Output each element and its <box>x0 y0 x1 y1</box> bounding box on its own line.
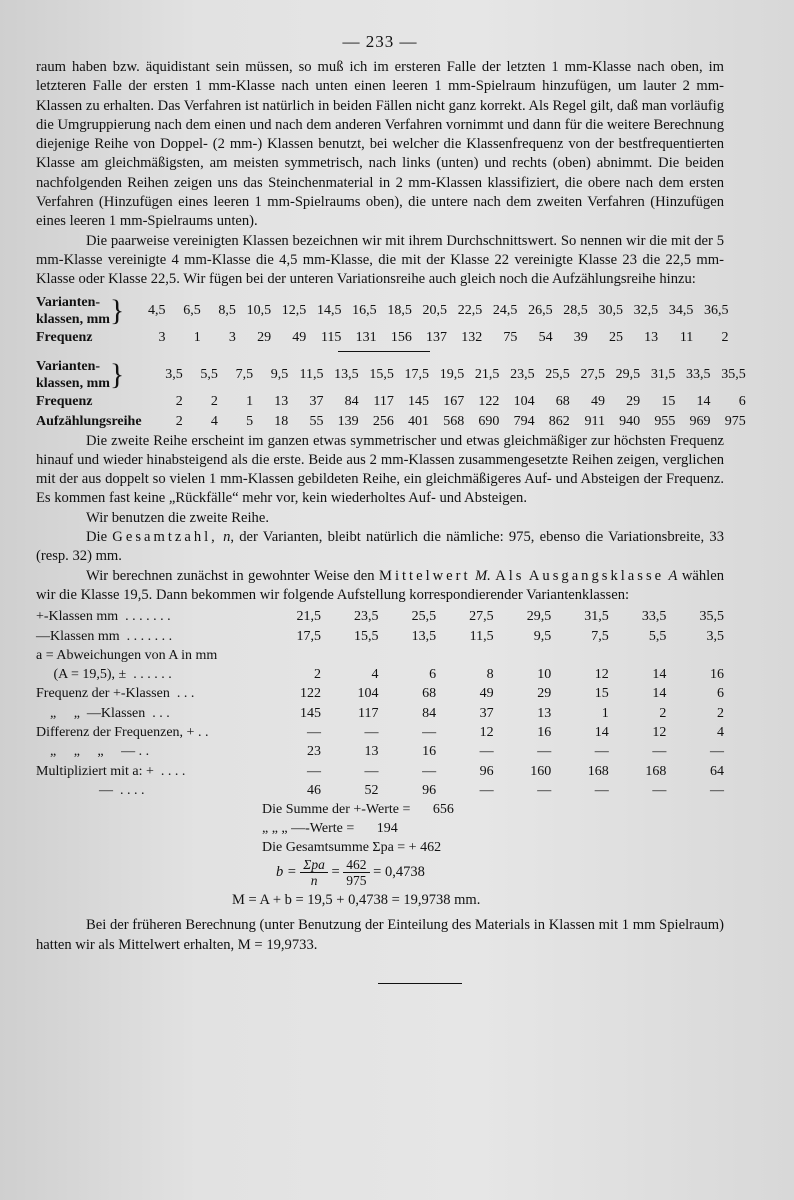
class-row-value: — <box>710 744 724 760</box>
series_lower_aufz-11: 862 <box>548 413 570 429</box>
class-row-value: 96 <box>479 763 494 779</box>
class-row-value <box>379 646 437 665</box>
class-row-label: —Klassen mm . . . . . . . <box>36 628 173 644</box>
class-row-label: Multipliziert mit a: + . . . . <box>36 763 186 779</box>
upper-classes-row <box>36 294 732 328</box>
series_upper_freq-15: 11 <box>679 329 694 345</box>
series_upper_classes-10: 24,5 <box>492 302 518 318</box>
class-row-value: 117 <box>358 705 379 721</box>
formula-b: b = $\frac{\text{Σpa}}{n}$ = $\frac{462}{975}$ = 0,4738 <box>276 857 425 889</box>
series_lower_aufz-8: 568 <box>443 413 465 429</box>
series_lower_aufz-12: 911 <box>584 413 605 429</box>
class-row-value: 160 <box>530 763 552 779</box>
class-row-value: — <box>422 725 437 741</box>
class-row <box>36 684 724 703</box>
sum-block <box>232 800 724 912</box>
class-row <box>36 781 724 800</box>
series_lower_aufz-7: 401 <box>408 413 430 429</box>
series_lower_classes-15: 33,5 <box>686 366 711 382</box>
class-row-label: a = Abweichungen von A in mm <box>36 647 218 663</box>
series_upper_freq-4: 49 <box>292 329 307 345</box>
upper-classes-label: Varianten- klassen, mm} <box>36 293 125 327</box>
series_upper_freq-8: 137 <box>426 329 447 345</box>
class-row <box>36 762 724 781</box>
series_upper_classes-8: 20,5 <box>422 302 447 318</box>
series_lower_classes-5: 13,5 <box>334 366 359 382</box>
class-row-value: 10 <box>537 667 552 683</box>
series_lower_aufz-9: 690 <box>478 413 500 429</box>
class-row-value: 168 <box>587 763 609 779</box>
series_upper_classes-2: 8,5 <box>218 302 236 318</box>
series_upper_freq-0: 3 <box>158 329 166 345</box>
class-row-value: 13 <box>537 705 552 721</box>
series_upper_classes-16: 36,5 <box>704 302 729 318</box>
paragraph-2: Die paarweise vereinigten Klassen bezeichnen wir mit ihrem Durchschnittswert. So nennen wir die mit der 5 mm-Klasse vereinigte 4 mm-Klasse die 4,5 mm-Klasse, die mit der Klasse 22 vereinigte Klasse 23 die 22,5 mm-Klasse oder Klasse 22,5. Wir fügen bei der unteren Variationsreihe auch gleich noch die Aufzählungsreihe hinzu: <box>36 232 724 288</box>
page-number: — 233 — <box>342 32 418 51</box>
series_lower_aufz-0: 2 <box>175 413 183 429</box>
class-row-value: 15 <box>594 686 609 702</box>
class-row-value: 13,5 <box>411 628 437 644</box>
upper-classes-values <box>127 294 731 328</box>
series_upper_freq-16: 2 <box>721 329 729 345</box>
series_lower_classes-11: 25,5 <box>545 366 570 382</box>
series_lower_freq-14: 15 <box>661 393 676 409</box>
class-row-value: 68 <box>422 686 437 702</box>
class-row <box>36 646 724 665</box>
class-row-label: „ „ „ — . . <box>36 744 150 760</box>
series_upper_classes-12: 28,5 <box>563 302 588 318</box>
series_lower_aufz-15: 969 <box>689 413 711 429</box>
series_upper_freq-1: 1 <box>193 329 201 345</box>
lower-classes-row <box>36 358 749 392</box>
series_lower_freq-13: 29 <box>626 393 641 409</box>
class-row-value: 37 <box>479 705 494 721</box>
class-row-value: 6 <box>429 667 437 683</box>
series_lower_freq-2: 1 <box>246 393 254 409</box>
series_upper_classes-5: 14,5 <box>316 302 342 318</box>
class-row-label: — . . . . <box>36 782 145 798</box>
class-row-value: 12 <box>479 725 494 741</box>
series_upper_classes-11: 26,5 <box>528 302 553 318</box>
series_lower_classes-2: 7,5 <box>235 366 254 382</box>
series_upper_freq-13: 25 <box>608 329 623 345</box>
class-row-value: — <box>479 782 494 798</box>
paragraph-7: Bei der früheren Berechnung (unter Benutzung der Einteilung des Materials in Klassen mit 1 mm Spielraum) hatten wir als Mittelwert erhalten, M = 19,9733. <box>36 917 724 953</box>
class-row-value: — <box>594 744 609 760</box>
class-row-value: 25,5 <box>411 609 437 625</box>
series_upper_classes-15: 34,5 <box>668 302 694 318</box>
series_lower_aufz-1: 4 <box>210 413 218 429</box>
variation-table-upper <box>36 294 732 348</box>
class-row-value <box>321 646 379 665</box>
class-row <box>36 607 724 626</box>
class-row-value: 21,5 <box>296 609 321 625</box>
series_lower_freq-15: 14 <box>696 393 711 409</box>
class-table <box>36 607 724 800</box>
class-row-value: 168 <box>645 763 667 779</box>
series_upper_classes-0: 4,5 <box>148 302 166 318</box>
series_lower_freq-10: 104 <box>513 393 535 409</box>
class-row-value: 2 <box>313 667 321 683</box>
series_lower_freq-11: 68 <box>555 393 570 409</box>
table-divider <box>338 351 430 352</box>
series_upper_freq-9: 132 <box>461 329 483 345</box>
class-row-value: 145 <box>299 705 321 721</box>
series_lower_classes-3: 9,5 <box>270 366 289 382</box>
class-row-value: 12 <box>652 725 667 741</box>
class-row-value: 84 <box>422 705 437 721</box>
series_lower_freq-3: 13 <box>274 393 289 409</box>
class-row-value <box>494 646 552 665</box>
class-row-value: 13 <box>364 744 379 760</box>
class-row-value: 23 <box>306 744 321 760</box>
class-row-value: — <box>364 725 379 741</box>
series_lower_aufz-10: 794 <box>513 413 535 429</box>
series_upper_classes-3: 10,5 <box>246 302 272 318</box>
class-row-value: — <box>652 782 667 798</box>
lower-freq-label: Frequenz <box>36 393 93 409</box>
class-row-value: 46 <box>306 782 321 798</box>
class-row-label: Differenz der Frequenzen, + . . <box>36 725 209 741</box>
lower-freq-row <box>36 392 749 412</box>
class-row-value: — <box>537 744 552 760</box>
class-row-value: 16 <box>422 744 437 760</box>
class-row-value: 16 <box>710 667 724 683</box>
series_lower_aufz-6: 256 <box>372 413 394 429</box>
class-row-value: — <box>710 782 724 798</box>
upper-freq-label: Frequenz <box>36 329 93 345</box>
class-row-value: 14 <box>652 667 667 683</box>
series_upper_freq-10: 75 <box>503 329 518 345</box>
class-row-value: 49 <box>479 686 494 702</box>
lower-classes-label: Varianten- klassen, mm} <box>36 357 125 391</box>
class-row-value: 5,5 <box>648 628 667 644</box>
class-row-value: 2 <box>717 705 724 721</box>
class-row-value <box>666 646 724 665</box>
class-row-value: 33,5 <box>641 609 667 625</box>
class-row-value: 1 <box>601 705 609 721</box>
sum-minus: „ „ „ —-Werte = 194 <box>262 821 398 837</box>
class-row <box>36 704 724 723</box>
series_upper_freq-3: 29 <box>257 329 272 345</box>
series_lower_classes-10: 23,5 <box>510 366 535 382</box>
class-row-value: 11,5 <box>469 628 494 644</box>
series_lower_classes-0: 3,5 <box>165 366 183 382</box>
series_upper_classes-13: 30,5 <box>598 302 623 318</box>
class-row-value: 96 <box>422 782 437 798</box>
class-row-value: 27,5 <box>469 609 494 625</box>
series_upper_classes-1: 6,5 <box>183 302 201 318</box>
lower-aufz-label: Aufzählungsreihe <box>36 413 142 429</box>
class-row-label: (A = 19,5), ± . . . . . . <box>36 667 172 683</box>
class-row-label: +-Klassen mm . . . . . . . <box>36 609 171 625</box>
class-row-value: 35,5 <box>699 609 724 625</box>
paragraph-1: raum haben bzw. äquidistant sein müssen, so muß ich im ersteren Falle der letzten 1 mm-Klasse nach oben, im letzteren Falle der ersten 1 mm-Klasse nach unten einen leeren 1 mm-Spielraum hinzufügen, um lauter 2 mm-Klassen zu erhalten. Das Verfahren ist natürlich in beiden Fällen nicht ganz korrekt. Als Regel gilt, daß man vorläufig die Umgruppierung nach dem einen und nach dem anderen Verfahren vornimmt und dann für die weitere Berechnung diejenige Reihe von Doppel- (2 mm-) Klassen benutzt, bei welcher die Klassenfrequenz von der bestfrequentierten Klasse am gleichmäßigsten, am meisten symmetrisch, nach links (unten) und rechts (oben) abnimmt. Die beiden nachfolgenden Reihen zeigen uns das Steinchenmaterial in 2 mm-Klassen klassifiziert, die obere nach dem ersten Verfahren (Hinzufügen eines leeren 1 mm-Spielraums oben), die untere nach dem zweiten Verfahren (Hinzufügen eines leeren 1 mm-Spielraums unten). <box>36 59 724 230</box>
class-row-label: „ „ —Klassen . . . <box>36 705 170 721</box>
series_lower_aufz-4: 55 <box>309 413 324 429</box>
series_upper_freq-7: 156 <box>390 329 412 345</box>
class-row <box>36 665 724 684</box>
series_lower_classes-9: 21,5 <box>474 366 500 382</box>
series_upper_classes-7: 18,5 <box>387 302 412 318</box>
series_lower_aufz-16: 975 <box>724 413 746 429</box>
class-row-value: 6 <box>717 686 724 702</box>
series_lower_aufz-13: 940 <box>619 413 641 429</box>
series_lower_freq-8: 167 <box>443 393 465 409</box>
series_lower_aufz-2: 5 <box>246 413 254 429</box>
class-row-value: 4 <box>371 667 379 683</box>
sum-total: Die Gesamtsumme Σpa = + 462 <box>262 840 442 856</box>
series_lower_classes-13: 29,5 <box>615 366 641 382</box>
class-row-value: — <box>306 725 321 741</box>
series_lower_freq-9: 122 <box>478 393 500 409</box>
class-row-value <box>609 646 667 665</box>
series_lower_classes-7: 17,5 <box>404 366 430 382</box>
class-row-value: 3,5 <box>706 628 724 644</box>
paragraph-6: Wir berechnen zunächst in gewohnter Weise den Mittelwert M. Als Ausgangsklasse A wählen wir die Klasse 19,5. Dann bekommen wir folgende Aufstellung korrespondierender Variantenklassen: <box>36 567 725 603</box>
class-row-value: 64 <box>710 763 724 779</box>
class-row-value: — <box>537 782 552 798</box>
class-row-label: Frequenz der +-Klassen . . . <box>36 686 195 702</box>
series_lower_freq-5: 84 <box>344 393 359 409</box>
upper-freq-row <box>36 328 732 348</box>
series_upper_freq-11: 54 <box>538 329 553 345</box>
series_lower_aufz-14: 955 <box>654 413 676 429</box>
series_upper_freq-5: 115 <box>320 329 342 345</box>
series_lower_classes-14: 31,5 <box>650 366 676 382</box>
class-row-value: 4 <box>717 725 724 741</box>
class-row-value: — <box>652 744 667 760</box>
class-row-value: 29,5 <box>526 609 552 625</box>
series_upper_freq-12: 39 <box>573 329 588 345</box>
class-row-value: 122 <box>299 686 321 702</box>
class-row-value: — <box>594 782 609 798</box>
series_upper_freq-14: 13 <box>644 329 659 345</box>
series_lower_classes-6: 15,5 <box>369 366 394 382</box>
class-row-value <box>436 646 494 665</box>
lower-aufz-row <box>36 412 749 432</box>
paragraph-3: Die zweite Reihe erscheint im ganzen etwas symmetrischer und etwas gleichmäßiger zur höchsten Frequenz hinauf und wieder hinabsteigend als die erste. Beide aus 2 mm-Klassen zusammengesetzte Reihen zeigen, verglichen mit der aus doppelt so vielen 1 mm-Klassen gebildeten Reihe, ein gleichmäßigeres Auf- und Absteigen der Frequenz. Es kommen fast keine „Rückfälle“ mehr vor, kein wiederholtes Auf- und Absteigen. <box>36 432 724 507</box>
series_lower_freq-12: 49 <box>590 393 605 409</box>
class-row-value: 31,5 <box>584 609 609 625</box>
lower-classes-values <box>145 358 749 392</box>
paragraph-5: Die Gesamtzahl, n, der Varianten, bleibt natürlich die nämliche: 975, ebenso die Variationsbreite, 33 (resp. 32) mm. <box>36 529 724 565</box>
series_upper_freq-6: 131 <box>355 329 377 345</box>
class-row <box>36 723 724 742</box>
series_lower_classes-4: 11,5 <box>299 366 324 382</box>
class-row-value: 52 <box>364 782 379 798</box>
variation-table-lower <box>36 358 749 432</box>
class-row-value: 29 <box>537 686 552 702</box>
series_upper_classes-4: 12,5 <box>281 302 307 318</box>
series_lower_classes-1: 5,5 <box>200 366 218 382</box>
class-row-value <box>263 646 321 665</box>
series_lower_classes-16: 35,5 <box>721 366 746 382</box>
class-row-value: 12 <box>594 667 609 683</box>
class-row-value: 23,5 <box>354 609 379 625</box>
series_upper_freq-2: 3 <box>228 329 236 345</box>
series_lower_freq-6: 117 <box>373 393 394 409</box>
series_lower_freq-0: 2 <box>175 393 183 409</box>
series_lower_freq-1: 2 <box>210 393 218 409</box>
sum-plus: Die Summe der +-Werte = 656 <box>262 802 454 818</box>
class-row <box>36 627 724 646</box>
class-row-value: 14 <box>594 725 609 741</box>
class-row-value: 7,5 <box>591 628 609 644</box>
series_upper_classes-6: 16,5 <box>352 302 377 318</box>
class-row-value: 8 <box>486 667 494 683</box>
upper-freq-values <box>127 328 731 348</box>
series_lower_aufz-3: 18 <box>274 413 289 429</box>
class-row-value: 14 <box>652 686 667 702</box>
class-row-value: 104 <box>357 686 379 702</box>
series_upper_classes-14: 32,5 <box>633 302 659 318</box>
class-row-value: — <box>479 744 494 760</box>
series_lower_freq-16: 6 <box>738 393 746 409</box>
class-row-value: — <box>364 763 379 779</box>
series_lower_freq-4: 37 <box>309 393 324 409</box>
class-row-value: 15,5 <box>354 628 379 644</box>
end-rule <box>378 983 462 984</box>
class-row-value: 16 <box>537 725 552 741</box>
formula-m: M = A + b = 19,5 + 0,4738 = 19,9738 mm. <box>232 892 481 909</box>
class-row-value: 17,5 <box>296 628 321 644</box>
series_lower_freq-7: 145 <box>408 393 430 409</box>
lower-aufz-values <box>145 412 749 432</box>
series_upper_classes-9: 22,5 <box>457 302 483 318</box>
class-row <box>36 742 724 761</box>
series_lower_aufz-5: 139 <box>337 413 359 429</box>
lower-freq-values <box>145 392 749 412</box>
series_lower_classes-12: 27,5 <box>580 366 605 382</box>
class-row-value: — <box>422 763 437 779</box>
series_lower_classes-8: 19,5 <box>439 366 465 382</box>
class-row-value: — <box>306 763 321 779</box>
paragraph-4: Wir benutzen die zweite Reihe. <box>86 509 269 526</box>
class-row-value: 9,5 <box>533 628 552 644</box>
class-row-value <box>551 646 609 665</box>
class-row-value: 2 <box>659 705 667 721</box>
